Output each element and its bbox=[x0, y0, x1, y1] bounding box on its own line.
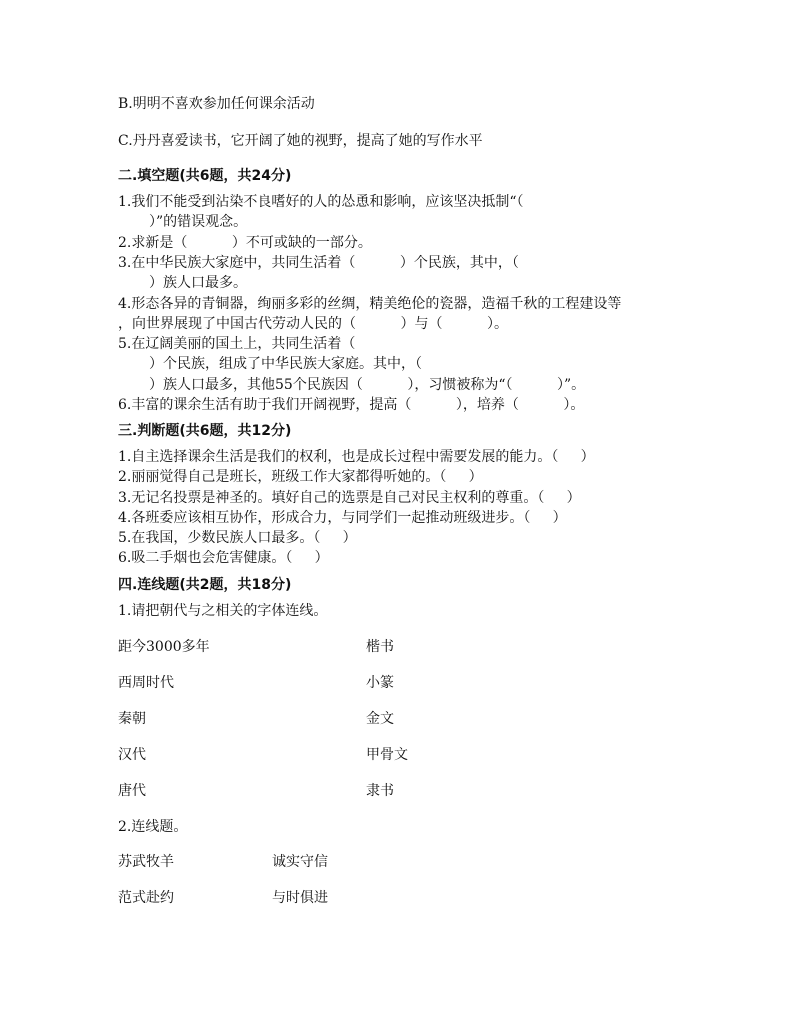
match-q1-right-item: 小篆 bbox=[366, 675, 394, 691]
fill-q3-line1: 3.在中华民族大家庭中，共同生活着（ ）个民族，其中，（ bbox=[118, 255, 519, 271]
match-q1-left-item: 唐代 bbox=[118, 783, 146, 799]
fill-q5-line3: ）族人口最多，其他55个民族因（ ），习惯被称为“（ ）”。 bbox=[149, 377, 586, 393]
match-q1-right-item: 隶书 bbox=[366, 783, 394, 799]
match-q1-left-item: 汉代 bbox=[118, 747, 146, 763]
match-q1-left-item: 西周时代 bbox=[118, 675, 174, 691]
fill-q1-line1: 1.我们不能受到沾染不良嗜好的人的怂恿和影响，应该坚决抵制“（ bbox=[118, 194, 524, 210]
judge-q6: 6.吸二手烟也会危害健康。（ ） bbox=[118, 550, 329, 566]
fill-q2: 2.求新是（ ）不可或缺的一部分。 bbox=[118, 235, 372, 251]
judge-q5: 5.在我国，少数民族人口最多。（ ） bbox=[118, 530, 357, 546]
match-q2-left-item: 范式赴约 bbox=[118, 890, 174, 906]
judge-q2: 2.丽丽觉得自己是班长，班级工作大家都得听她的。（ ） bbox=[118, 469, 483, 485]
option-c: C.丹丹喜爱读书，它开阔了她的视野，提高了她的写作水平 bbox=[118, 133, 483, 149]
match-q1-left-item: 秦朝 bbox=[118, 711, 146, 727]
match-q2-right-item: 与时俱进 bbox=[272, 890, 328, 906]
fill-q5-line2: ）个民族，组成了中华民族大家庭。其中，（ bbox=[149, 356, 422, 372]
fill-q6: 6.丰富的课余生活有助于我们开阔视野，提高（ ），培养（ ）。 bbox=[118, 397, 585, 413]
match-q2-prompt: 2.连线题。 bbox=[118, 819, 188, 835]
fill-q5-line1: 5.在辽阔美丽的国土上，共同生活着（ bbox=[118, 336, 356, 352]
fill-q3-line2: ）族人口最多。 bbox=[149, 275, 247, 291]
match-q1-right-item: 楷书 bbox=[366, 639, 394, 655]
fill-q1-line2: ）”的错误观念。 bbox=[149, 214, 248, 230]
match-q2-left-item: 苏武牧羊 bbox=[118, 854, 174, 870]
section-4-heading: 四.连线题(共2题，共18分) bbox=[118, 577, 292, 593]
match-q1-left-item: 距今3000多年 bbox=[118, 639, 210, 655]
judge-q3: 3.无记名投票是神圣的。填好自己的选票是自己对民主权利的尊重。（ ） bbox=[118, 490, 581, 506]
fill-q4-line1: 4.形态各异的青铜器，绚丽多彩的丝绸，精美绝伦的瓷器，造福千秋的工程建设等 bbox=[118, 296, 622, 312]
match-q1-right-item: 金文 bbox=[366, 711, 394, 727]
match-q1-right-item: 甲骨文 bbox=[366, 747, 408, 763]
match-q2-right-item: 诚实守信 bbox=[272, 854, 328, 870]
section-2-heading: 二.填空题(共6题，共24分) bbox=[118, 168, 292, 184]
section-3-heading: 三.判断题(共6题，共12分) bbox=[118, 423, 292, 439]
fill-q4-line2: ，向世界展现了中国古代劳动人民的（ ）与（ ）。 bbox=[118, 316, 509, 332]
judge-q4: 4.各班委应该相互协作，形成合力，与同学们一起推动班级进步。（ ） bbox=[118, 510, 567, 526]
match-q1-prompt: 1.请把朝代与之相关的字体连线。 bbox=[118, 603, 328, 619]
option-b: B.明明不喜欢参加任何课余活动 bbox=[118, 96, 315, 112]
judge-q1: 1.自主选择课余生活是我们的权利，也是成长过程中需要发展的能力。（ ） bbox=[118, 449, 595, 465]
